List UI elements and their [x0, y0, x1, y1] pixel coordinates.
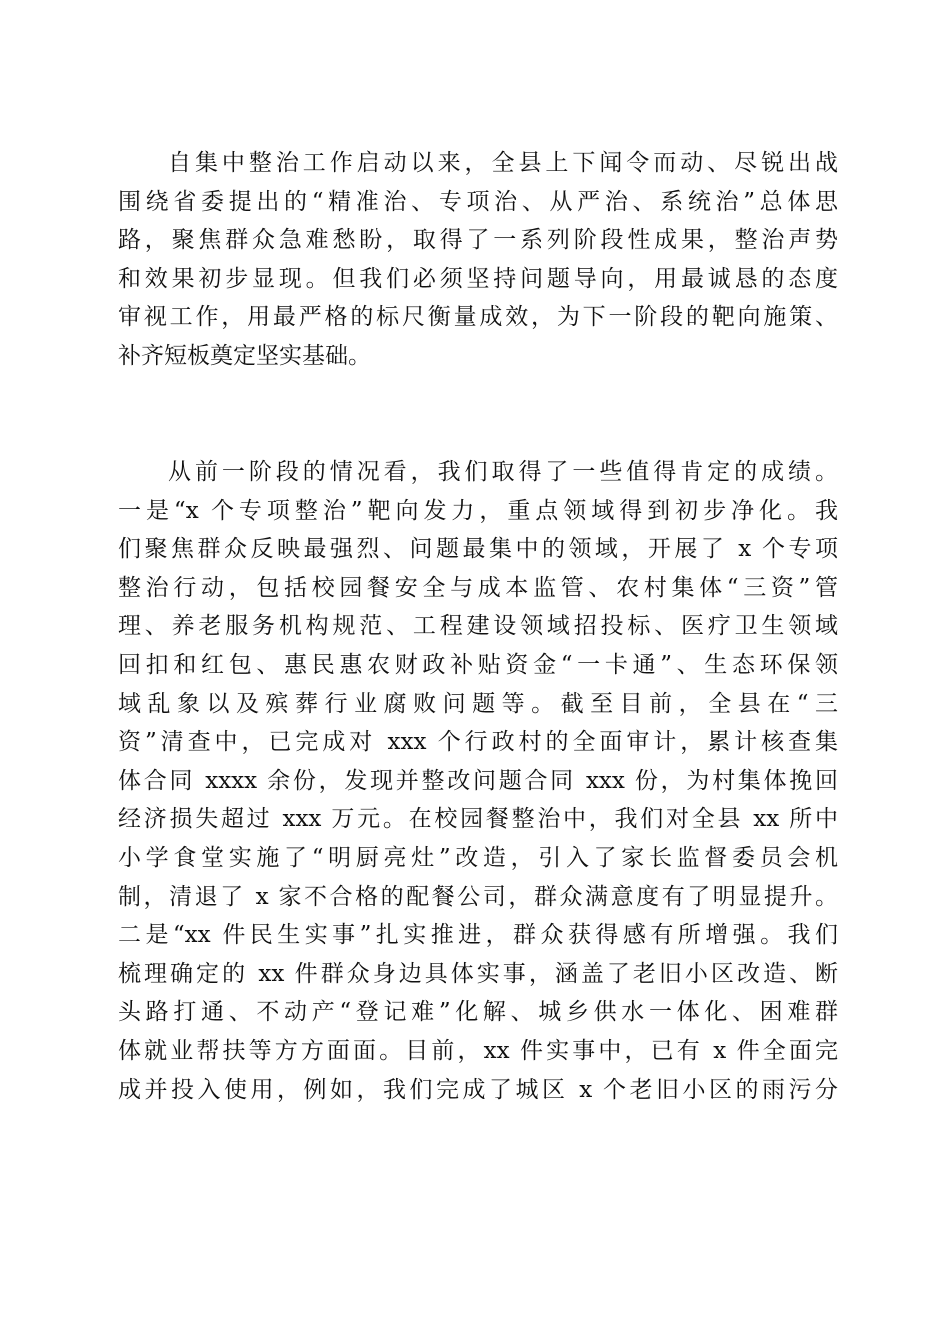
text-line: 经济损失超过 xxx 万元。在校园餐整治中，我们对全县 xx 所中 — [118, 806, 838, 833]
text-line: 从前一阶段的情况看，我们取得了一些值得肯定的成绩。 — [168, 459, 838, 485]
text-line: 补齐短板奠定坚实基础。 — [118, 342, 371, 369]
text-line: 和效果初步显现。但我们必须坚持问题导向，用最诚恳的态度 — [118, 265, 838, 292]
paragraph-intro — [118, 144, 838, 376]
text-line: 围绕省委提出的“精准治、专项治、从严治、系统治”总体思 — [118, 188, 838, 215]
text-line: 体就业帮扶等方方面面。目前，xx 件实事中，已有 x 件全面完 — [118, 1037, 838, 1064]
text-line: 一是“x 个专项整治”靶向发力，重点领域得到初步净化。我 — [118, 497, 838, 524]
text-line: 审视工作，用最严格的标尺衡量成效，为下一阶段的靶向施策、 — [118, 304, 838, 331]
text-line: 梳理确定的 xx 件群众身边具体实事，涵盖了老旧小区改造、断 — [118, 960, 838, 987]
text-line: 资”清查中，已完成对 xxx 个行政村的全面审计，累计核查集 — [118, 729, 838, 756]
text-line: 路，聚焦群众急难愁盼，取得了一系列阶段性成果，整治声势 — [118, 227, 838, 254]
text-line: 整治行动，包括校园餐安全与成本监管、农村集体“三资”管 — [118, 574, 838, 601]
text-line: 制，清退了 x 家不合格的配餐公司，群众满意度有了明显提升。 — [118, 883, 838, 910]
text-line: 体合同 xxxx 余份，发现并整改问题合同 xxx 份，为村集体挽回 — [118, 767, 838, 794]
paragraph-achievements — [118, 453, 838, 1109]
text-line: 自集中整治工作启动以来，全县上下闻令而动、尽锐出战 — [168, 150, 838, 176]
text-line: 成并投入使用，例如，我们完成了城区 x 个老旧小区的雨污分 — [118, 1076, 838, 1103]
text-line: 们聚焦群众反映最强烈、问题最集中的领域，开展了 x 个专项 — [118, 536, 838, 563]
text-line: 回扣和红包、惠民惠农财政补贴资金“一卡通”、生态环保领 — [118, 651, 838, 678]
text-line: 域乱象以及殡葬行业腐败问题等。截至目前，全县在“三 — [118, 690, 838, 717]
text-line: 理、养老服务机构规范、工程建设领域招投标、医疗卫生领域 — [118, 613, 838, 640]
text-line: 二是“xx 件民生实事”扎实推进，群众获得感有所增强。我们 — [118, 922, 838, 949]
text-line: 小学食堂实施了“明厨亮灶”改造，引入了家长监督委员会机 — [118, 844, 838, 871]
text-line: 头路打通、不动产“登记难”化解、城乡供水一体化、困难群 — [118, 999, 838, 1026]
